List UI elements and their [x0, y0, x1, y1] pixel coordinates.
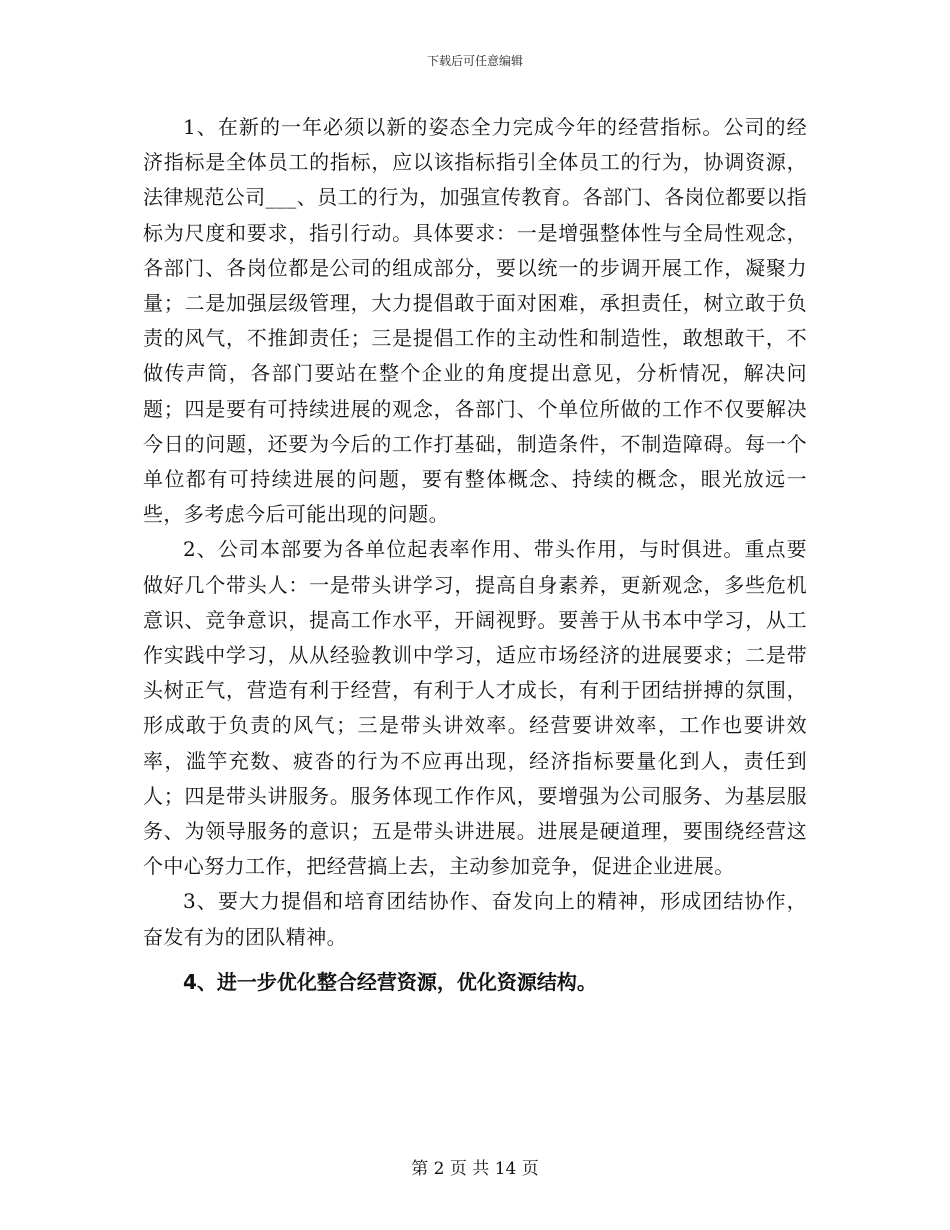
section-heading-4: 4、进一步优化整合经营资源，优化资源结构。 [183, 969, 597, 994]
document-body [143, 110, 807, 1000]
paragraph-3: 3、要大力提倡和培育团结协作、奋发向上的精神，形成团结协作，奋发有为的团队精神。 [143, 889, 807, 949]
paragraph-2: 2、公司本部要为各单位起表率作用、带头作用，与时俱进。重点要做好几个带头人：一是带头讲学习，提高自身素养，更新观念，多些危机意识、竞争意识，提高工作水平，开阔视野。要善于从书本中学习，从工作实践中学习，从从经验教训中学习，适应市场经济的进展要求；二是带头树正气，营造有利于经营，有利于人才成长，有利于团结拼搏的氛围，形成敢于负责的风气；三是带头讲效率。经营要讲效率，工作也要讲效率，滥竽充数、疲沓的行为不应再出现，经济指标要量化到人，责任到人；四是带头讲服务。服务体现工作作风，要增强为公司服务、为基层服务、为领导服务的意识；五是带头讲进展。进展是硬道理，要围绕经营这个中心努力工作，把经营搞上去，主动参加竞争，促进企业进展。 [143, 537, 807, 879]
page-footer: 第 2 页 共 14 页 [411, 1159, 539, 1179]
page-header: 下载后可任意编辑 [426, 54, 523, 68]
paragraph-1: 1、在新的一年必须以新的姿态全力完成今年的经营指标。公司的经济指标是全体员工的指标，应以该指标指引全体员工的行为，协调资源，法律规范公司___、员工的行为，加强宣传教育。各部门、各岗位都要以指标为尺度和要求，指引行动。具体要求：一是增强整体性与全局性观念，各部门、各岗位都是公司的组成部分，要以统一的步调开展工作，凝聚力量；二是加强层级管理，大力提倡敢于面对困难，承担责任，树立敢于负责的风气，不推卸责任；三是提倡工作的主动性和制造性，敢想敢干，不做传声筒，各部门要站在整个企业的角度提出意见，分析情况，解决问题；四是要有可持续进展的观念，各部门、个单位所做的工作不仅要解决今日的问题，还要为今后的工作打基础，制造条件，不制造障碍。每一个单位都有可持续进展的问题，要有整体概念、持续的概念，眼光放远一些，多考虑今后可能出现的问题。 [143, 115, 807, 527]
